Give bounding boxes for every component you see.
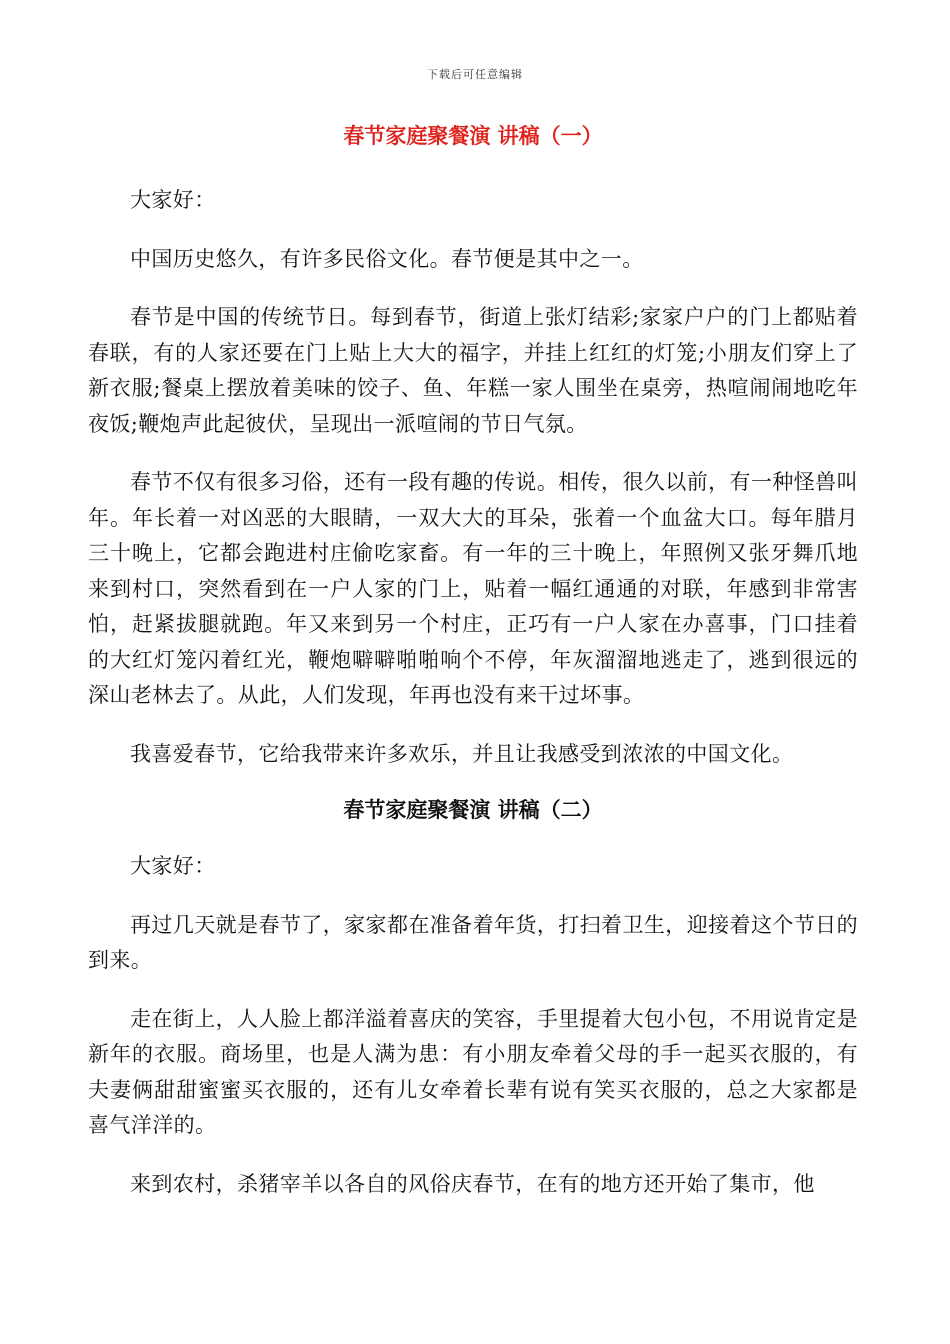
section1-paragraph-4: 我喜爱春节，它给我带来许多欢乐，并且让我感受到浓浓的中国文化。 — [130, 741, 794, 766]
section2-paragraph-1: 再过几天就是春节了，家家都在准备着年货，打扫着卫生，迎接着这个节日的到来。 — [88, 912, 858, 972]
section1-paragraph-3: 春节不仅有很多习俗，还有一段有趣的传说。相传，很久以前，有一种怪兽叫年。年长着一对凶恶的大眼睛，一双大大的耳朵，张着一个血盆大口。每年腊月三十晚上，它都会跑进村庄偷吃家畜。有一年的三十晚上，年照例又张牙舞爪地来到村口，突然看到在一户人家的门上，贴着一幅红通通的对联，年感到非常害怕，赶紧拔腿就跑。年又来到另一个村庄，正巧有一户人家在办喜事，门口挂着的大红灯笼闪着红光，鞭炮噼噼啪啪响个不停，年灰溜溜地逃走了，逃到很远的深山老林去了。从此，人们发现，年再也没有来干过坏事。 — [88, 470, 858, 707]
header-note: 下载后可任意编辑 — [427, 68, 523, 81]
section1-title: 春节家庭聚餐演 讲稿（一） — [343, 123, 603, 148]
section2-paragraph-2: 走在街上，人人脸上都洋溢着喜庆的笑容，手里提着大包小包，不用说肯定是新年的衣服。商场里，也是人满为患：有小朋友牵着父母的手一起买衣服的，有夫妻俩甜甜蜜蜜买衣服的，还有儿女牵着长辈有说有笑买衣服的，总之大家都是喜气洋洋的。 — [88, 1006, 858, 1137]
document-body — [88, 118, 858, 1202]
section2-paragraph-3: 来到农村，杀猪宰羊以各自的风俗庆春节，在有的地方还开始了集市，他 — [130, 1171, 815, 1196]
section2-greeting: 大家好： — [130, 854, 216, 878]
section2-title: 春节家庭聚餐演 讲稿（二） — [343, 797, 603, 822]
section1-greeting: 大家好： — [130, 188, 216, 212]
section1-paragraph-1: 中国历史悠久，有许多民俗文化。春节便是其中之一。 — [130, 246, 644, 271]
section1-paragraph-2: 春节是中国的传统节日。每到春节，街道上张灯结彩;家家户户的门上都贴着春联，有的人家还要在门上贴上大大的福字，并挂上红红的灯笼;小朋友们穿上了新衣服;餐桌上摆放着美味的饺子、鱼、年糕一家人围坐在桌旁，热喧闹闹地吃年夜饭;鞭炮声此起彼伏，呈现出一派喧闹的节日气氛。 — [88, 305, 858, 436]
